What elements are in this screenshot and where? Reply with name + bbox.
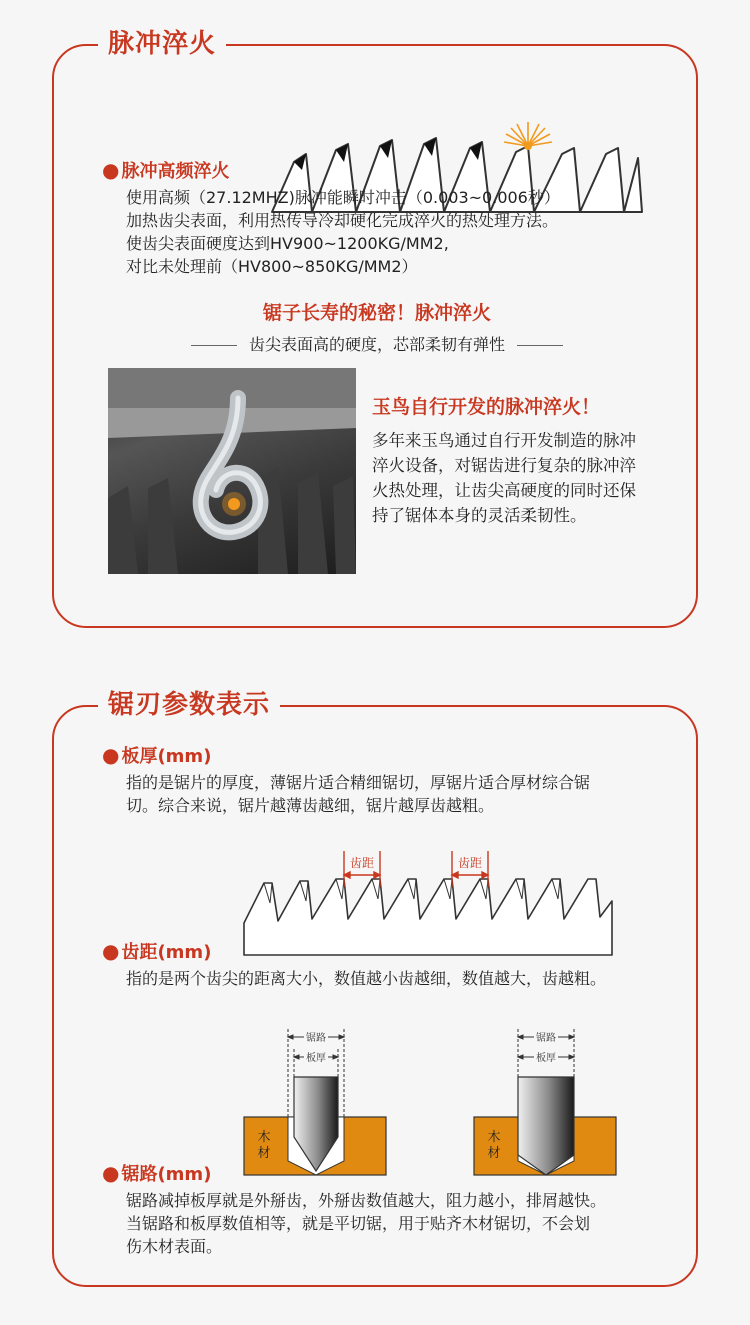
bullet-dot-icon: ● <box>102 158 120 182</box>
tooth-pitch-diagram <box>240 847 630 961</box>
section-title-pulse-quenching: 脉冲淬火 <box>98 24 226 64</box>
dev-line: 火热处理，让齿尖高硬度的同时还保 <box>372 481 636 500</box>
desc-line: 指的是锯片的厚度，薄锯片适合精细锯切，厚锯片适合厚材综合锯 <box>126 773 591 792</box>
bullet-dot-icon: ● <box>102 939 120 963</box>
divider <box>517 345 563 346</box>
desc-line: 指的是两个齿尖的距离大小，数值越小齿越细，数值越大，齿越粗。 <box>126 969 607 988</box>
bullet-dot-icon: ● <box>102 743 120 767</box>
bullet-label: 板厚(mm) <box>121 746 212 767</box>
desc-line: 加热齿尖表面，利用热传导冷却硬化完成淬火的热处理方法。 <box>126 211 559 230</box>
bullet-pitch <box>102 939 211 965</box>
desc-line: 当锯路和板厚数值相等，就是平切锯，用于贴齐木材锯切，不会划 <box>126 1214 591 1233</box>
bullet-kerf <box>102 1161 211 1187</box>
desc-line: 锯路减掉板厚就是外掰齿，外掰齿数值越大，阻力越小，排屑越快。 <box>126 1191 607 1210</box>
dev-description <box>372 428 636 528</box>
kerf-diagram-right <box>472 1025 632 1191</box>
wood-label: 木材 <box>257 1130 271 1161</box>
dev-heading: 玉鸟自行开发的脉冲淬火！ <box>372 396 601 418</box>
section-title-blade-parameters: 锯刃参数表示 <box>98 685 280 725</box>
divider <box>191 345 237 346</box>
secret-subheading <box>54 334 700 356</box>
dev-line: 淬火设备，对锯齿进行复杂的脉冲淬 <box>372 456 636 475</box>
dev-line: 持了锯体本身的灵活柔韧性。 <box>372 506 587 525</box>
desc-line: 切。综合来说，锯片越薄齿越细，锯片越厚齿越粗。 <box>126 796 495 815</box>
bullet-pulse-hf-quenching <box>102 158 229 184</box>
dev-line: 多年来玉鸟通过自行开发制造的脉冲 <box>372 431 636 450</box>
pitch-marker-label: 齿距 <box>457 856 483 870</box>
desc-line: 使用高频（27.12MHZ)脉冲能瞬时冲击（0.003~0.006秒） <box>126 188 560 207</box>
bullet-thickness <box>102 743 211 769</box>
dim-kerf-label: 锯路 <box>536 1033 556 1044</box>
kerf-description <box>126 1189 606 1258</box>
kerf-diagram-left <box>242 1025 402 1191</box>
dim-kerf-label: 锯路 <box>306 1033 326 1044</box>
bullet-dot-icon: ● <box>102 1161 120 1185</box>
dim-thickness-label: 板厚 <box>306 1053 326 1064</box>
pitch-description <box>126 967 606 990</box>
secret-heading: 锯子长寿的秘密！脉冲淬火 <box>262 302 491 324</box>
wood-label: 木材 <box>487 1130 501 1161</box>
desc-line: 对比未处理前（HV800~850KG/MM2） <box>126 257 418 276</box>
pitch-marker-label: 齿距 <box>349 856 375 870</box>
desc-line: 使齿尖表面硬度达到HV900~1200KG/MM2, <box>126 234 449 253</box>
blade-parameters-panel <box>52 690 698 1287</box>
dim-thickness-label: 板厚 <box>536 1053 556 1064</box>
pulse-quenching-description <box>126 186 560 278</box>
pulse-quenching-panel <box>52 29 698 628</box>
induction-coil-photo <box>108 368 356 574</box>
bullet-label: 齿距(mm) <box>121 942 212 963</box>
bullet-label: 脉冲高频淬火 <box>121 161 230 182</box>
bullet-label: 锯路(mm) <box>121 1164 212 1185</box>
secret-subheading-text: 齿尖表面高的硬度，芯部柔韧有弹性 <box>248 335 505 354</box>
thickness-description <box>126 771 590 817</box>
desc-line: 伤木材表面。 <box>126 1237 223 1256</box>
